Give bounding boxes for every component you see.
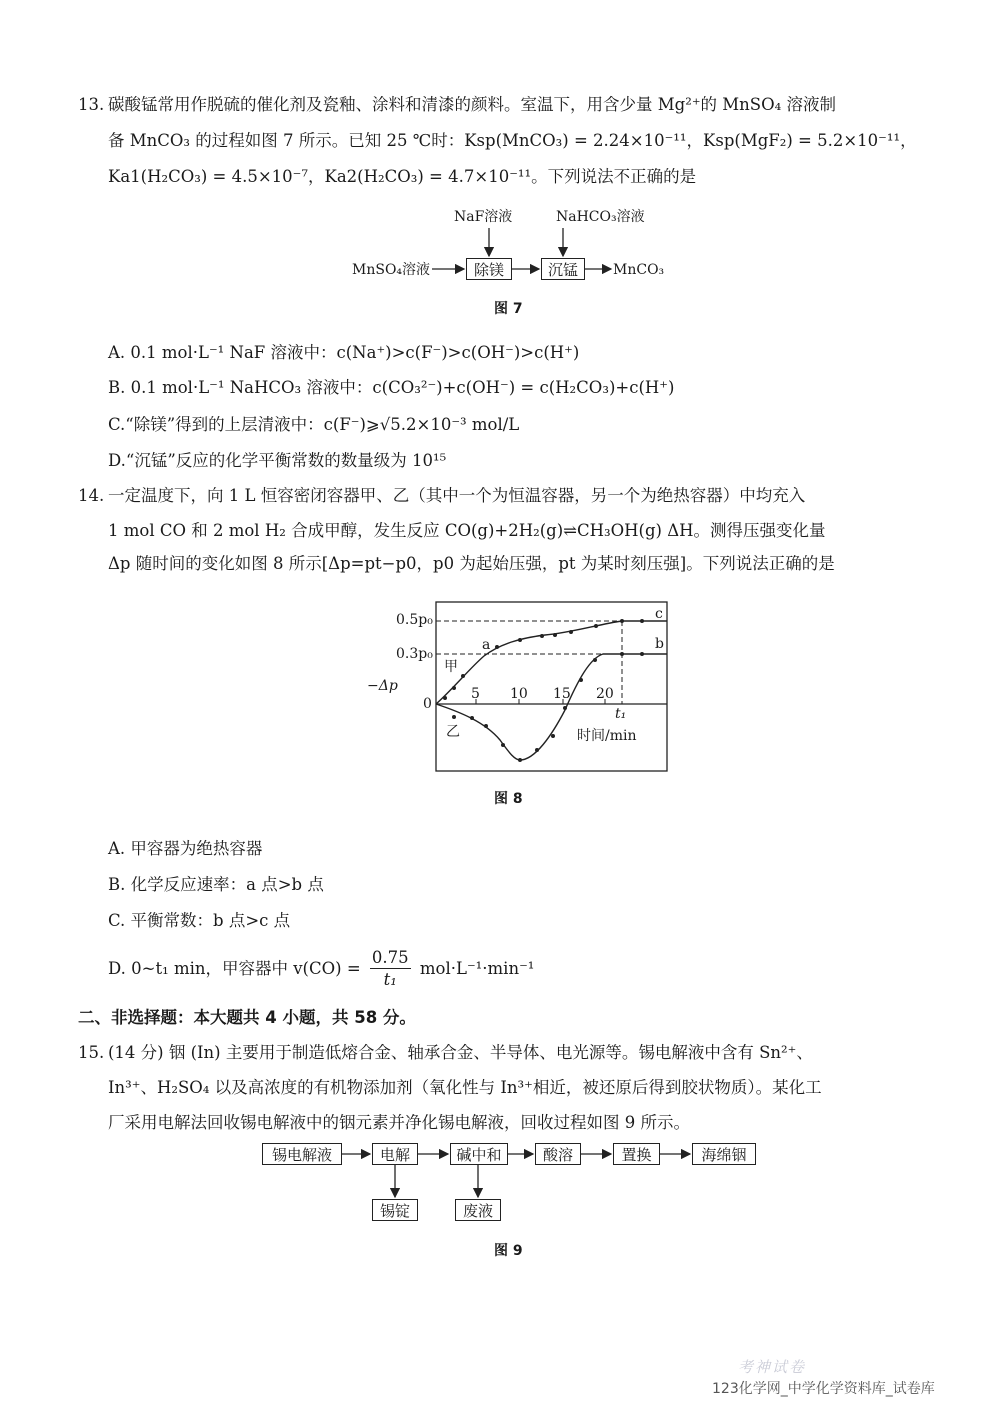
fig7-caption: 图 7 <box>494 301 523 317</box>
fig8-curve-jia-label: 甲 <box>444 659 458 675</box>
q14-option-d-numerator: 0.75 <box>371 948 409 967</box>
question-15-line-3: 厂采用电解法回收锡电解液中的铟元素并净化锡电解液，回收过程如图 9 所示。 <box>108 1113 690 1132</box>
fig8-ytick-0.5p0: 0.5p₀ <box>396 612 433 628</box>
fig9-step-sponge-indium: 海绵铟 <box>692 1143 756 1165</box>
fig8-ylabel: −Δp <box>367 678 398 694</box>
fig7-step-remove-mg: 除镁 <box>466 258 512 280</box>
question-14-line-2: 1 mol CO 和 2 mol H₂ 合成甲醇，发生反应 CO(g)+2H₂(g)⇌CH₃OH(g) ΔH。测得压强变化量 <box>108 521 826 540</box>
q13-option-c: C.“除镁”得到的上层清液中：c(F⁻)⩾√5.2×10⁻³ mol/L <box>108 415 520 434</box>
fig8-xtick-20: 20 <box>596 686 614 702</box>
q14-option-b: B. 化学反应速率：a 点>b 点 <box>108 875 324 894</box>
q13-option-a: A. 0.1 mol·L⁻¹ NaF 溶液中：c(Na⁺)>c(F⁻)>c(OH⁻)>c(H⁺) <box>108 343 580 362</box>
fig7-reagent-naf: NaF溶液 <box>454 209 513 225</box>
q14-option-d-suffix: mol·L⁻¹·min⁻¹ <box>419 959 535 978</box>
fig9-byproduct-waste-liquid: 废液 <box>455 1199 501 1221</box>
fig8-xtick-15: 15 <box>553 686 571 702</box>
q14-option-d <box>108 944 534 994</box>
q13-option-b: B. 0.1 mol·L⁻¹ NaHCO₃ 溶液中：c(CO₃²⁻)+c(OH⁻) = c(H₂CO₃)+c(H⁺) <box>108 378 675 397</box>
q14-option-a: A. 甲容器为绝热容器 <box>108 839 263 858</box>
fig7-step-precipitate-mn: 沉锰 <box>541 258 585 280</box>
question-15-number: 15. <box>78 1043 105 1062</box>
fig8-caption: 图 8 <box>494 791 523 807</box>
fig8-xtick-10: 10 <box>510 686 528 702</box>
q14-option-c: C. 平衡常数：b 点>c 点 <box>108 911 291 930</box>
question-15-line-1: (14 分) 铟 (In) 主要用于制造低熔合金、轴承合金、半导体、电光源等。锡电解液中含有 Sn²⁺、 <box>108 1043 813 1062</box>
q13-option-d: D.“沉锰”反应的化学平衡常数的数量级为 10¹⁵ <box>108 451 447 470</box>
watermark-site: 123化学网_中学化学资料库_试卷库 <box>712 1381 935 1397</box>
question-13-line-3: Ka1(H₂CO₃) = 4.5×10⁻⁷，Ka2(H₂CO₃) = 4.7×10⁻¹¹。下列说法不正确的是 <box>108 167 697 186</box>
fig8-point-c: c <box>655 606 663 622</box>
fig9-step-acid-dissolve: 酸溶 <box>535 1143 581 1165</box>
q14-option-d-denominator: t₁ <box>383 970 397 989</box>
fig8-xlabel: 时间/min <box>577 728 637 744</box>
watermark-stamp: 考神试卷 <box>738 1358 807 1376</box>
question-13-line-1: 碳酸锰常用作脱硫的催化剂及瓷釉、涂料和清漆的颜料。室温下，用含少量 Mg²⁺的 MnSO₄ 溶液制 <box>108 95 836 114</box>
fig7-reagent-nahco3: NaHCO₃溶液 <box>556 209 645 225</box>
question-13-line-2: 备 MnCO₃ 的过程如图 7 所示。已知 25 ℃时：Ksp(MnCO₃) = 2.24×10⁻¹¹，Ksp(MgF₂) = 5.2×10⁻¹¹， <box>108 131 917 150</box>
fig9-byproduct-tin-ingot: 锡锭 <box>372 1199 418 1221</box>
question-13-number: 13. <box>78 95 105 114</box>
question-14-line-3: Δp 随时间的变化如图 8 所示[Δp=pt−p0，p0 为起始压强，pt 为某时刻压强]。下列说法正确的是 <box>108 554 835 573</box>
fig8-xtick-5: 5 <box>471 686 480 702</box>
fig9-step-replace: 置换 <box>613 1143 660 1165</box>
fig8-ytick-0.3p0: 0.3p₀ <box>396 646 433 662</box>
fig7-input-mnso4: MnSO₄溶液 <box>352 262 431 278</box>
q14-option-d-prefix: D. 0~t₁ min，甲容器中 v(CO) = <box>108 959 361 978</box>
fig8-curve-yi-label: 乙 <box>446 724 460 740</box>
q14-option-d-fraction <box>370 948 411 991</box>
fig8-t1-label: t₁ <box>615 706 627 722</box>
question-15-line-2: In³⁺、H₂SO₄ 以及高浓度的有机物添加剂（氧化性与 In³⁺相近，被还原后得到胶状物质）。某化工 <box>108 1078 822 1097</box>
fig9-step-tin-electrolyte: 锡电解液 <box>262 1143 342 1165</box>
fig8-point-a: a <box>482 637 491 653</box>
fig7-output-mnco3: MnCO₃ <box>613 262 665 278</box>
fig9-step-alkali-neutralize: 碱中和 <box>450 1143 508 1165</box>
fig8-ytick-0: 0 <box>423 696 432 712</box>
question-14-line-1: 一定温度下，向 1 L 恒容密闭容器甲、乙（其中一个为恒温容器，另一个为绝热容器）中均充入 <box>108 486 806 505</box>
fig9-step-electrolysis: 电解 <box>372 1143 418 1165</box>
fig8-point-b: b <box>655 636 664 652</box>
question-14-number: 14. <box>78 486 105 505</box>
fig9-caption: 图 9 <box>494 1243 523 1259</box>
section-2-heading: 二、非选择题：本大题共 4 小题，共 58 分。 <box>78 1008 416 1027</box>
